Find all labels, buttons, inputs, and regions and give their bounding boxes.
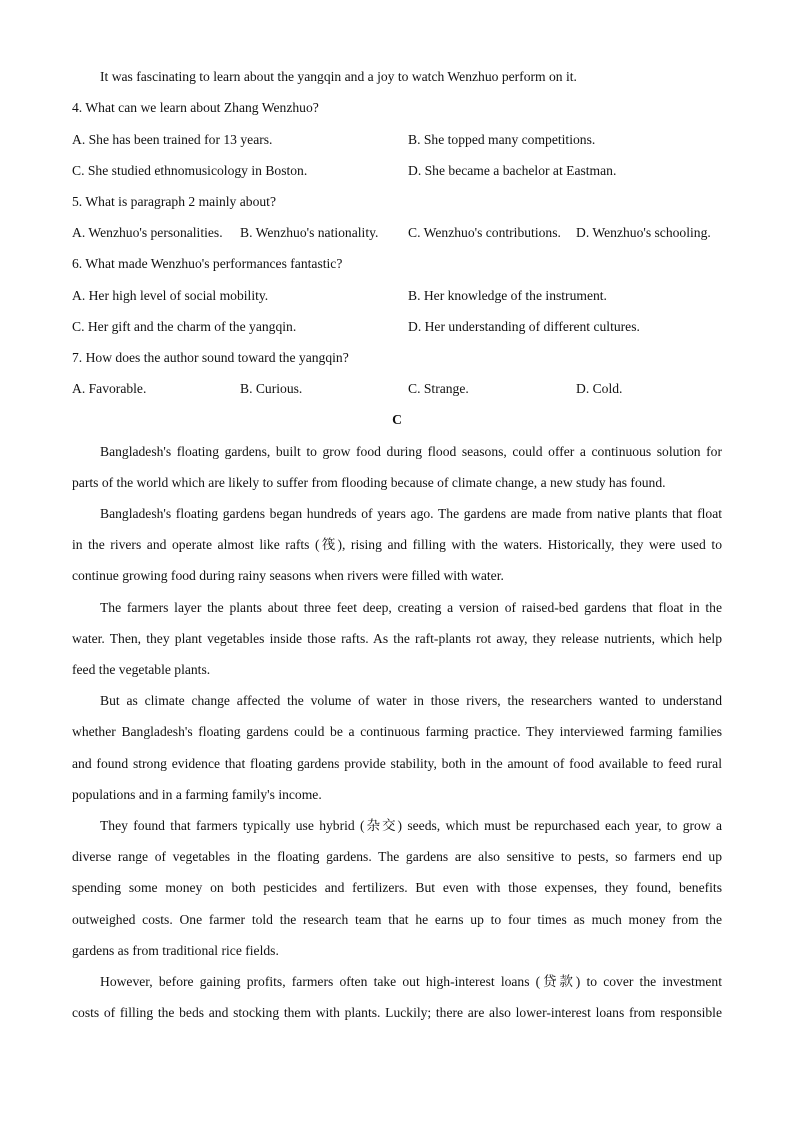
passage-line: outweighed costs. One farmer told the research team that he earns up to four times as much money from the (72, 912, 722, 927)
question-7-stem: 7. How does the author sound toward the yangqin? (72, 350, 349, 365)
passage-line: continue growing food during rainy seasons when rivers were filled with water. (72, 568, 504, 583)
passage-line: costs of filling the beds and stocking them with plants. Luckily; there are also lower-interest loans from responsible (72, 1005, 722, 1020)
passage-line: water. Then, they plant vegetables inside those rafts. As the raft-plants rot away, they release nutrients, which help (72, 631, 722, 646)
question-6-option-d[interactable]: D. Her understanding of different cultures. (408, 319, 640, 334)
question-5-stem: 5. What is paragraph 2 mainly about? (72, 194, 276, 209)
question-7-option-a[interactable]: A. Favorable. (72, 381, 147, 396)
passage-line: They found that farmers typically use hybrid (杂交) seeds, which must be repurchased each year, to grow a (100, 818, 722, 833)
passage-line: diverse range of vegetables in the floating gardens. The gardens are also sensitive to pests, so farmers end up (72, 849, 722, 864)
question-4-option-b[interactable]: B. She topped many competitions. (408, 132, 596, 147)
passage-line: populations and in a farming family's income. (72, 787, 322, 802)
passage-line: However, before gaining profits, farmers often take out high-interest loans (贷款) to cover the investment (100, 974, 722, 989)
question-7-option-b[interactable]: B. Curious. (240, 381, 303, 396)
question-5-option-d[interactable]: D. Wenzhuo's schooling. (576, 225, 711, 240)
question-5-option-c[interactable]: C. Wenzhuo's contributions. (408, 225, 561, 240)
passage-line: whether Bangladesh's floating gardens could be a continuous farming practice. They interviewed farming families (72, 724, 722, 739)
question-6-stem: 6. What made Wenzhuo's performances fantastic? (72, 256, 343, 271)
passage-line: feed the vegetable plants. (72, 662, 211, 677)
section-heading: C (392, 412, 402, 427)
question-5-option-a[interactable]: A. Wenzhuo's personalities. (72, 225, 223, 240)
question-4-option-a[interactable]: A. She has been trained for 13 years. (72, 132, 273, 147)
question-4-stem: 4. What can we learn about Zhang Wenzhuo? (72, 100, 319, 115)
question-4-option-d[interactable]: D. She became a bachelor at Eastman. (408, 163, 617, 178)
passage-line: Bangladesh's floating gardens, built to grow food during flood seasons, could offer a continuous solution for (100, 444, 722, 459)
question-6-option-c[interactable]: C. Her gift and the charm of the yangqin. (72, 319, 297, 334)
passage-line: parts of the world which are likely to suffer from flooding because of climate change, a new study has found. (72, 475, 666, 490)
question-6-option-a[interactable]: A. Her high level of social mobility. (72, 288, 269, 303)
question-6-option-b[interactable]: B. Her knowledge of the instrument. (408, 288, 607, 303)
question-7-option-c[interactable]: C. Strange. (408, 381, 469, 396)
passage-line: and found strong evidence that floating gardens provide stability, both in the amount of food available to feed rural (72, 756, 722, 771)
passage-line: Bangladesh's floating gardens began hundreds of years ago. The gardens are made from native plants that float (100, 506, 722, 521)
passage-line: The farmers layer the plants about three feet deep, creating a version of raised-bed gardens that float in the (100, 600, 722, 615)
question-4-option-c[interactable]: C. She studied ethnomusicology in Boston. (72, 163, 308, 178)
passage-line: gardens as from traditional rice fields. (72, 943, 279, 958)
closing-sentence: It was fascinating to learn about the yangqin and a joy to watch Wenzhuo perform on it. (100, 69, 577, 84)
passage-line: But as climate change affected the volume of water in those rivers, the researchers wanted to understand (100, 693, 722, 708)
question-7-option-d[interactable]: D. Cold. (576, 381, 623, 396)
question-5-option-b[interactable]: B. Wenzhuo's nationality. (240, 225, 379, 240)
passage-line: spending some money on both pesticides and fertilizers. But even with those expenses, they found, benefits (72, 880, 722, 895)
passage-line: in the rivers and operate almost like rafts (筏), rising and filling with the waters. Historically, they were used to (72, 537, 722, 552)
